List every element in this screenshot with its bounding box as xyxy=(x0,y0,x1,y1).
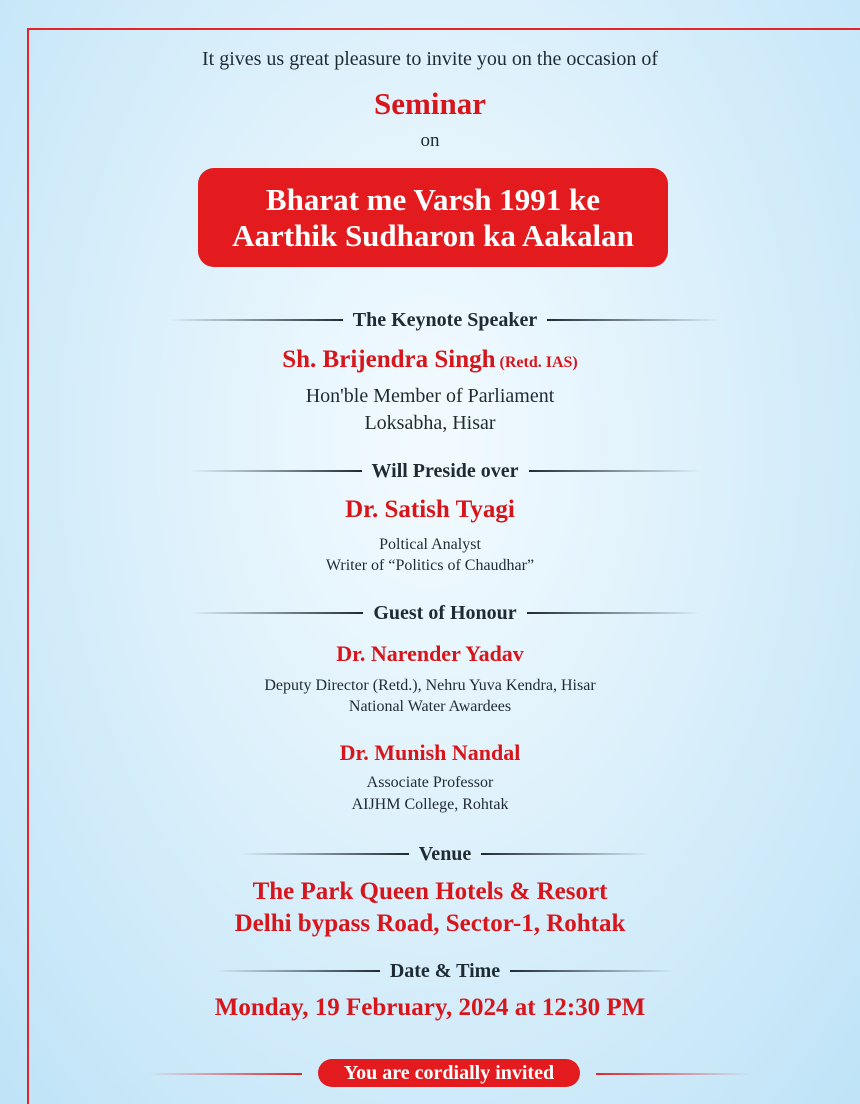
preside-line-1: Poltical Analyst xyxy=(379,536,481,553)
topic-line-1: Bharat me Varsh 1991 ke xyxy=(265,181,601,217)
divider-left xyxy=(215,970,380,972)
venue-heading xyxy=(240,842,650,866)
datetime-value: Monday, 19 February, 2024 at 12:30 PM xyxy=(214,994,646,1021)
preside-heading-text: Will Preside over xyxy=(371,459,519,482)
divider-left xyxy=(190,470,362,472)
guest-2-line-2: AIJHM College, Rohtak xyxy=(351,796,509,813)
preside-line-2: Writer of “Politics of Chaudhar” xyxy=(325,557,535,574)
on-text: on xyxy=(420,130,440,151)
guest-2-line-1: Associate Professor xyxy=(366,774,494,791)
divider-left xyxy=(190,612,363,614)
keynote-heading-text: The Keynote Speaker xyxy=(352,308,538,331)
topic-banner xyxy=(198,168,668,267)
guest-1-line-1: Deputy Director (Retd.), Nehru Yuva Kendra, Hisar xyxy=(264,677,596,694)
divider-right xyxy=(527,612,700,614)
closing-line-right xyxy=(596,1073,750,1075)
keynote-suffix: (Retd. IAS) xyxy=(499,354,578,371)
guest-1-name: Dr. Narender Yadav xyxy=(336,641,524,666)
topic-line-2: Aarthik Sudharon ka Aakalan xyxy=(232,217,634,253)
intro-text: It gives us great pleasure to invite you on the occasion of xyxy=(202,48,658,70)
divider-left xyxy=(170,319,343,321)
datetime-heading xyxy=(215,959,675,983)
datetime-heading-text: Date & Time xyxy=(389,959,501,982)
keynote-name-row xyxy=(0,346,860,374)
venue-address: Delhi bypass Road, Sector-1, Rohtak xyxy=(234,910,626,937)
preside-name: Dr. Satish Tyagi xyxy=(345,496,515,523)
keynote-name: Sh. Brijendra Singh xyxy=(282,346,496,373)
divider-right xyxy=(529,470,701,472)
frame-top-border xyxy=(27,28,860,30)
divider-right xyxy=(481,853,650,855)
event-type: Seminar xyxy=(374,86,486,121)
guest-heading-text: Guest of Honour xyxy=(373,601,517,624)
closing-line-left xyxy=(148,1073,302,1075)
divider-left xyxy=(240,853,409,855)
preside-heading xyxy=(190,459,700,483)
divider-right xyxy=(510,970,675,972)
guest-heading xyxy=(190,601,700,625)
venue-heading-text: Venue xyxy=(418,842,472,865)
keynote-heading xyxy=(170,308,720,332)
guest-2-name: Dr. Munish Nandal xyxy=(339,740,521,765)
divider-right xyxy=(547,319,720,321)
guest-1-line-2: National Water Awardees xyxy=(348,698,512,715)
keynote-constituency: Loksabha, Hisar xyxy=(364,412,496,434)
venue-name: The Park Queen Hotels & Resort xyxy=(252,878,608,905)
closing-badge: You are cordially invited xyxy=(318,1059,580,1087)
keynote-title: Hon'ble Member of Parliament xyxy=(305,385,555,407)
